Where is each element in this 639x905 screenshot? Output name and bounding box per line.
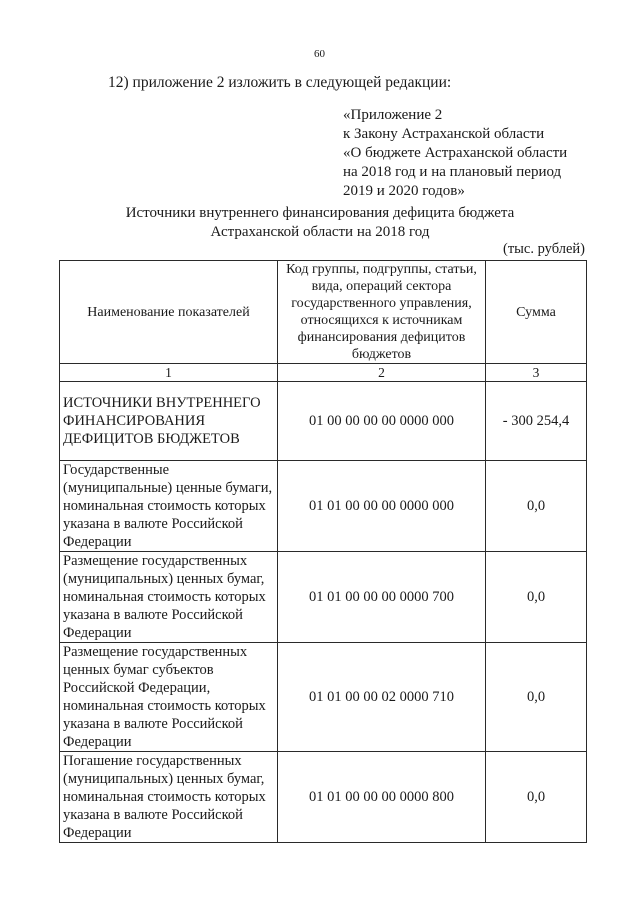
row-name: Погашение государственных (муниципальных) ценных бумаг, номинальная стоимость которых указана в валюте Российской Федерации <box>60 752 278 843</box>
table-row <box>60 643 587 752</box>
table-row <box>60 382 587 461</box>
row-name: Государственные (муниципальные) ценные бумаги, номинальная стоимость которых указана в валюте Российской Федерации <box>60 461 278 552</box>
row-code: 01 00 00 00 00 0000 000 <box>278 382 486 461</box>
header-code: Код группы, подгруппы, статьи, вида, операций сектора государственного управления, относящихся к источникам финансирования дефицитов бюджетов <box>278 261 486 364</box>
row-code: 01 01 00 00 00 0000 800 <box>278 752 486 843</box>
table-row <box>60 461 587 552</box>
appendix-header <box>343 106 567 201</box>
units-label: (тыс. рублей) <box>503 241 585 257</box>
appendix-line: 2019 и 2020 годов» <box>343 183 465 199</box>
row-sum: 0,0 <box>486 552 587 643</box>
row-sum: 0,0 <box>486 461 587 552</box>
row-sum: - 300 254,4 <box>486 382 587 461</box>
appendix-line: «О бюджете Астраханской области <box>343 145 568 161</box>
table-row <box>60 552 587 643</box>
row-code: 01 01 00 00 00 0000 000 <box>278 461 486 552</box>
title-line: Источники внутреннего финансирования дефицита бюджета <box>125 205 515 221</box>
row-code: 01 01 00 00 00 0000 700 <box>278 552 486 643</box>
column-number: 2 <box>278 364 486 382</box>
column-number: 1 <box>60 364 278 382</box>
row-code: 01 01 00 00 02 0000 710 <box>278 643 486 752</box>
column-number: 3 <box>486 364 587 382</box>
appendix-line: к Закону Астраханской области <box>343 126 545 142</box>
header-name: Наименование показателей <box>60 261 278 364</box>
appendix-line: на 2018 год и на плановый период <box>343 164 562 180</box>
header-sum: Сумма <box>486 261 587 364</box>
title-line: Астраханской области на 2018 год <box>210 224 430 240</box>
document-title <box>60 204 580 242</box>
row-name: ИСТОЧНИКИ ВНУТРЕННЕГО ФИНАНСИРОВАНИЯ ДЕФИЦИТОВ БЮДЖЕТОВ <box>60 382 278 461</box>
column-number-row <box>60 364 587 382</box>
amendment-intro: 12) приложение 2 изложить в следующей редакции: <box>108 74 452 91</box>
table-header-row <box>60 261 587 364</box>
table-row <box>60 752 587 843</box>
page-number: 60 <box>314 48 325 60</box>
appendix-line: «Приложение 2 <box>343 107 443 123</box>
row-sum: 0,0 <box>486 752 587 843</box>
financing-sources-table <box>59 260 587 843</box>
row-name: Размещение государственных (муниципальных) ценных бумаг, номинальная стоимость которых указана в валюте Российской Федерации <box>60 552 278 643</box>
row-sum: 0,0 <box>486 643 587 752</box>
row-name: Размещение государственных ценных бумаг субъектов Российской Федерации, номинальная стоимость которых указана в валюте Российской Федерации <box>60 643 278 752</box>
